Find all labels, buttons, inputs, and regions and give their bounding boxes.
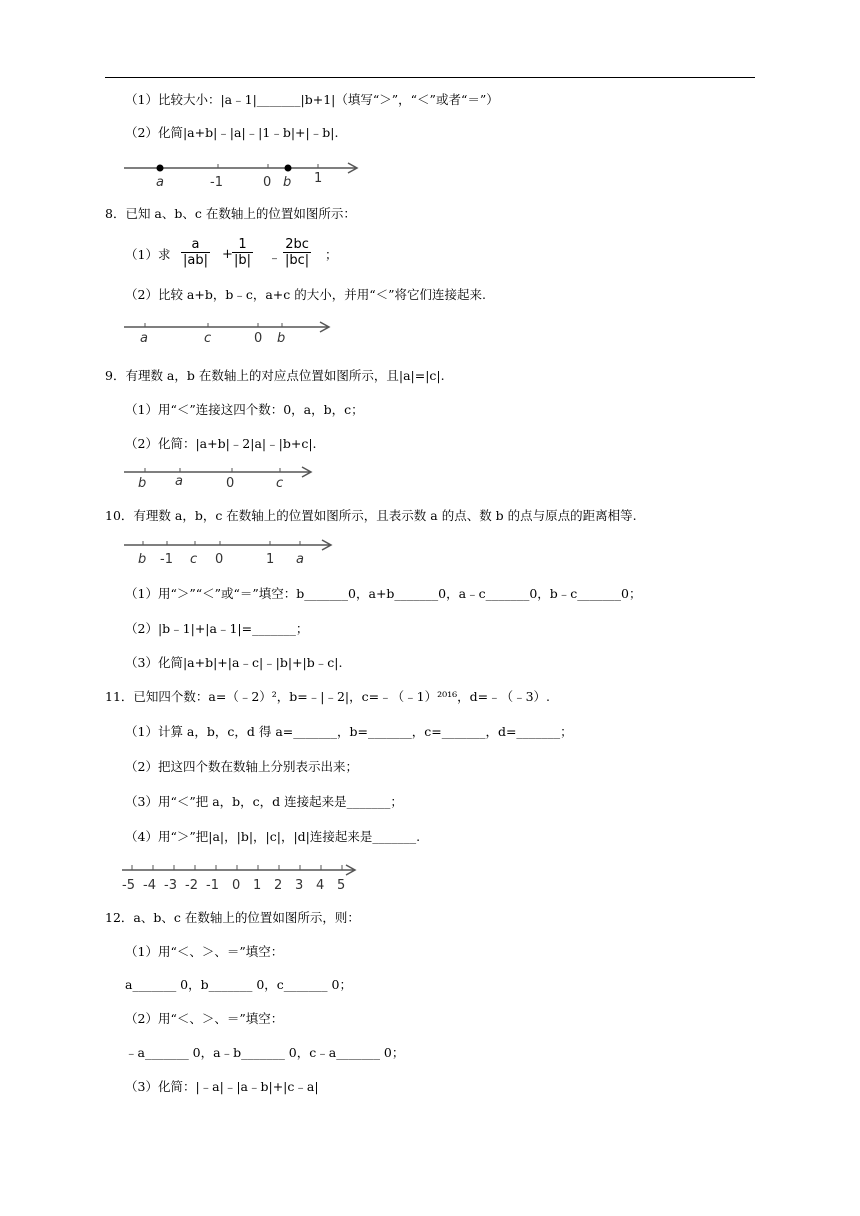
q12-part2-blanks: ﹣a_______ 0，a﹣b_______ 0，c﹣a_______ 0； <box>125 1045 405 1060</box>
q12-part1-blanks: a_______ 0，b_______ 0，c_______ 0； <box>125 977 352 992</box>
q9-part1: （1）用“＜”连接这四个数：0，a，b，c； <box>125 402 364 417</box>
q10-axis-label: c <box>190 552 198 567</box>
q7-axis-label: a <box>156 175 164 190</box>
q11-axis-label: 5 <box>337 878 346 893</box>
q11-axis-label: -2 <box>185 878 198 893</box>
q11-part3: （3）用“＜”把 a，b，c，d 连接起来是_______； <box>125 794 403 809</box>
q11-axis-label: 2 <box>274 878 283 893</box>
q9-axis-label: 0 <box>226 476 235 491</box>
fraction-numerator: a <box>181 237 210 253</box>
header-rule <box>105 77 755 78</box>
q10-part2: （2）|b﹣1|+|a﹣1|=_______； <box>125 621 309 636</box>
q12-part3: （3）化简：|﹣a|﹣|a﹣b|+|c﹣a| <box>125 1079 319 1094</box>
fraction-numerator: 1 <box>232 237 253 253</box>
fraction-denominator: |ab| <box>183 253 208 268</box>
q12-part2: （2）用“＜、＞、＝”填空： <box>125 1011 284 1026</box>
q8-axis-label: a <box>140 331 148 346</box>
q7-axis-label: 0 <box>263 175 272 190</box>
q8-part2: （2）比较 a+b，b﹣c，a+c 的大小，并用“＜”将它们连接起来. <box>125 287 487 302</box>
q10-stem: 10．有理数 a，b，c 在数轴上的位置如图所示，且表示数 a 的点、数 b 的点与原点的距离相等. <box>105 508 637 523</box>
q8-axis-label: c <box>204 331 212 346</box>
q10-axis-label: b <box>138 552 147 567</box>
q8-fraction-1 <box>181 237 210 268</box>
q10-axis-label: a <box>296 552 304 567</box>
q11-part4: （4）用“＞”把|a|，|b|，|c|，|d|连接起来是_______. <box>125 829 421 844</box>
q12-part1: （1）用“＜、＞、＝”填空： <box>125 944 284 959</box>
q7-axis-label: 1 <box>314 171 323 186</box>
q8-stem: 8．已知 a、b、c 在数轴上的位置如图所示： <box>105 206 356 221</box>
q11-axis-label: 0 <box>232 878 241 893</box>
q9-axis-label: a <box>175 474 183 489</box>
q9-axis-label: c <box>276 476 284 491</box>
q9-part2: （2）化简：|a+b|﹣2|a|﹣|b+c|. <box>125 436 317 451</box>
q11-axis-label: 4 <box>316 878 325 893</box>
q8-part1-suffix: ； <box>325 247 338 262</box>
q11-axis-label: -1 <box>206 878 219 893</box>
q9-number-line <box>120 463 320 493</box>
q10-axis-label: 1 <box>266 552 275 567</box>
q11-axis-label: -3 <box>164 878 177 893</box>
q8-fraction-3 <box>283 237 311 268</box>
q7-axis-label: -1 <box>210 175 223 190</box>
q11-stem: 11．已知四个数：a=（﹣2）²，b=﹣|﹣2|，c=﹣（﹣1）²⁰¹⁶，d=﹣（﹣3）. <box>105 689 551 704</box>
q7-axis-label: b <box>283 175 292 190</box>
fraction-denominator: |b| <box>234 253 252 268</box>
fraction-numerator: 2bc <box>283 237 311 253</box>
q7-part2: （2）化简|a+b|﹣|a|﹣|1﹣b|+|﹣b|. <box>125 125 339 140</box>
q11-axis-label: -4 <box>143 878 156 893</box>
q11-part1: （1）计算 a，b，c，d 得 a=_______，b=_______，c=_______，d=_______； <box>125 724 573 739</box>
q8-fraction-2 <box>232 237 253 268</box>
q10-number-line <box>120 537 340 569</box>
fraction-denominator: |bc| <box>285 253 310 268</box>
q7-number-line <box>120 158 365 192</box>
q11-axis-label: -5 <box>122 878 135 893</box>
q8-axis-label: b <box>277 331 286 346</box>
q9-stem: 9．有理数 a，b 在数轴上的对应点位置如图所示，且|a|=|c|. <box>105 368 445 383</box>
q10-part1: （1）用“＞”“＜”或“＝”填空：b_______0，a+b_______0，a﹣c_______0，b﹣c_______0； <box>125 586 642 601</box>
q10-part3: （3）化简|a+b|+|a﹣c|﹣|b|+|b﹣c|. <box>125 655 343 670</box>
plus-sign: + <box>222 247 233 262</box>
q9-axis-label: b <box>138 476 147 491</box>
q11-part2: （2）把这四个数在数轴上分别表示出来； <box>125 759 358 774</box>
q7-part1: （1）比较大小：|a﹣1|_______|b+1|（填写“＞”，“＜”或者“＝”） <box>125 92 499 107</box>
q11-axis-label: 3 <box>295 878 304 893</box>
q8-axis-label: 0 <box>254 331 263 346</box>
minus-sign: ﹣ <box>268 251 282 266</box>
q11-number-line <box>118 860 363 894</box>
q11-axis-label: 1 <box>253 878 262 893</box>
q10-axis-label: -1 <box>160 552 173 567</box>
q10-axis-label: 0 <box>215 552 224 567</box>
q8-part1-prefix: （1）求 <box>125 247 171 262</box>
q8-number-line <box>120 318 340 348</box>
q12-stem: 12．a、b、c 在数轴上的位置如图所示，则： <box>105 910 360 925</box>
